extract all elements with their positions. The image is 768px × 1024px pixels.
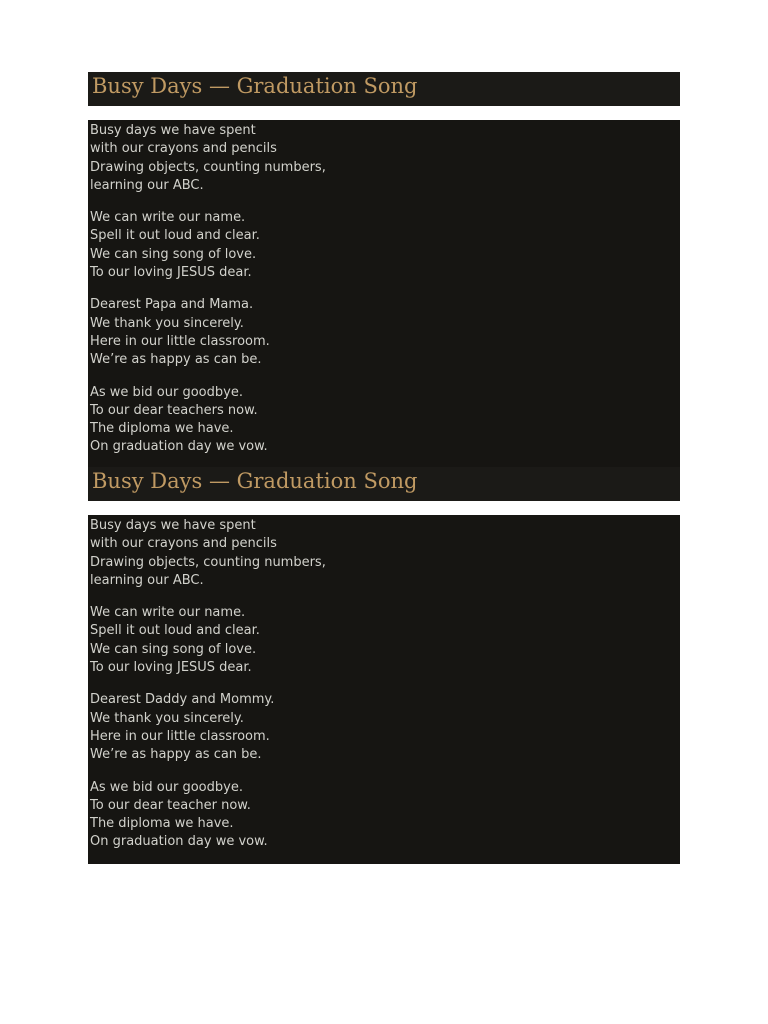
document-page <box>88 72 680 864</box>
lyric-line: Busy days we have spent <box>90 518 256 533</box>
lyric-line: We’re as happy as can be. <box>90 352 262 368</box>
song-title: Busy Days — Graduation Song <box>92 469 418 493</box>
lyric-line: with our crayons and pencils <box>90 141 277 157</box>
stanza <box>90 517 680 590</box>
lyric-line: To our loving JESUS dear. <box>90 265 252 281</box>
stanza <box>90 384 680 457</box>
stanza <box>90 604 680 677</box>
lyric-line: To our loving JESUS dear. <box>90 660 252 676</box>
lyric-line: Drawing objects, counting numbers, <box>90 159 326 175</box>
lyric-line: As we bid our goodbye. <box>90 779 243 795</box>
stanza <box>90 691 680 764</box>
lyric-line: We can write our name. <box>90 605 246 621</box>
lyric-line: We can write our name. <box>90 210 246 226</box>
lyric-line: On graduation day we vow. <box>90 834 268 850</box>
lyric-line: learning our ABC. <box>90 177 204 193</box>
lyric-line: Dearest Daddy and Mommy. <box>90 692 275 708</box>
lyric-line: The diploma we have. <box>90 816 234 832</box>
song-title-bar <box>88 72 680 106</box>
lyrics-box <box>88 120 680 469</box>
song-title-bar <box>88 467 680 501</box>
lyric-line: We’re as happy as can be. <box>90 747 262 763</box>
lyric-line: On graduation day we vow. <box>90 439 268 455</box>
lyric-line: Spell it out loud and clear. <box>90 623 260 639</box>
lyric-line: As we bid our goodbye. <box>90 384 243 400</box>
lyric-line: We can sing song of love. <box>90 246 257 262</box>
lyric-line: We can sing song of love. <box>90 641 257 657</box>
stanza <box>90 779 680 852</box>
second-song-block <box>88 467 680 864</box>
lyric-line: with our crayons and pencils <box>90 536 277 552</box>
lyric-line: Drawing objects, counting numbers, <box>90 554 326 570</box>
lyric-line: To our dear teacher now. <box>90 797 251 813</box>
lyric-line: Here in our little classroom. <box>90 728 270 744</box>
lyric-line: We thank you sincerely. <box>90 710 244 726</box>
lyrics-box <box>88 515 680 864</box>
stanza <box>90 296 680 369</box>
stanza <box>90 209 680 282</box>
lyric-line: The diploma we have. <box>90 421 234 437</box>
song-title: Busy Days — Graduation Song <box>92 74 418 98</box>
lyric-line: Here in our little classroom. <box>90 333 270 349</box>
lyric-line: learning our ABC. <box>90 572 204 588</box>
lyric-line: Busy days we have spent <box>90 123 256 138</box>
lyric-line: To our dear teachers now. <box>90 402 258 418</box>
stanza <box>90 122 680 195</box>
lyric-line: Spell it out loud and clear. <box>90 228 260 244</box>
lyric-line: Dearest Papa and Mama. <box>90 297 254 313</box>
lyric-line: We thank you sincerely. <box>90 315 244 331</box>
